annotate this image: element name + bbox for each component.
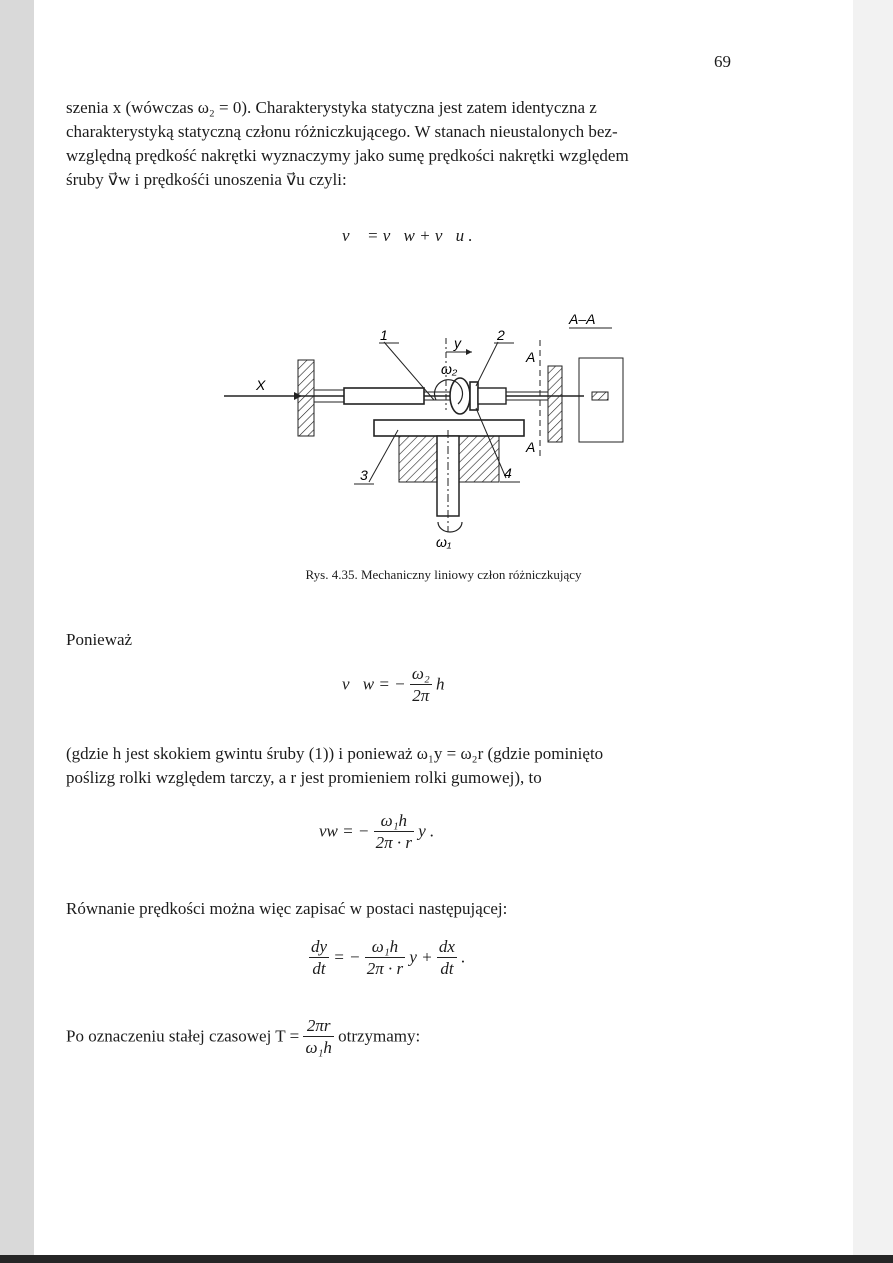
label-section-title: A–A — [569, 311, 596, 327]
eq4-equals: = − — [333, 947, 361, 967]
label-section-a-bottom: A — [526, 439, 536, 455]
paragraph-1-line-2: charakterystyką statyczną członu różniczkującego. W stanach nieustalonych bez- — [66, 122, 618, 141]
eq2-rhs: h — [435, 674, 445, 694]
paragraph-1 — [66, 96, 729, 192]
equation-velocity-sum: v⃗ = v⃗w + v⃗u . — [342, 226, 473, 245]
paragraph-2 — [66, 742, 729, 790]
figure-caption: Rys. 4.35. Mechaniczny liniowy człon różniczkujący — [305, 567, 582, 582]
section-a-a-view — [579, 358, 623, 442]
leader-3 — [369, 430, 398, 482]
eq4-denominator-2: dt — [440, 959, 454, 978]
label-1: 1 — [380, 327, 388, 343]
omega1-arrow — [438, 522, 462, 532]
scan-bottom-edge — [0, 1255, 893, 1263]
paragraph-1-line-4: śruby v⃗w i prędkośći unoszenia v⃗u czyli: — [66, 170, 347, 189]
paragraph-1-line-3: względną prędkość nakrętki wyznaczymy jako sumę prędkości nakrętki względem — [66, 146, 629, 165]
time-constant-numerator: 2πr — [303, 1016, 333, 1037]
label-section-a-top: A — [526, 349, 536, 365]
label-4: 4 — [504, 465, 512, 481]
paragraph-1-line-1: szenia x (wówczas ω₂ = 0). Charakterystyka statyczna jest zatem identyczna z — [66, 98, 597, 117]
text-poniewaz: Ponieważ — [66, 630, 133, 649]
book-page — [34, 0, 853, 1255]
eq4-fraction-2 — [437, 937, 457, 980]
eq3-rhs: y . — [418, 821, 435, 841]
lead-screw — [224, 388, 584, 404]
eq2-denominator: 2π — [412, 686, 430, 705]
eq4-numerator-2: dx — [438, 937, 455, 956]
eq4-end: . — [461, 947, 466, 967]
equation-vw — [342, 664, 444, 707]
scan-right-edge — [852, 0, 893, 1263]
eq3-numerator: ω₁h — [374, 811, 414, 832]
equation-vw-scalar — [319, 811, 434, 854]
eq4-lhs-denominator: dt — [312, 959, 326, 978]
paragraph-2-line-2: poślizg rolki względem tarczy, a r jest promieniem rolki gumowej), to — [66, 768, 542, 787]
eq4-fraction — [365, 937, 405, 980]
eq2-numerator: ω₂ — [411, 664, 430, 683]
left-bearing — [298, 360, 314, 436]
mechanism-figure — [214, 300, 634, 550]
last-line-before: Po oznaczeniu stałej czasowej T = — [66, 1026, 300, 1046]
leader-2 — [476, 342, 498, 386]
eq4-lhs-numerator: dy — [311, 937, 328, 956]
eq2-fraction — [410, 664, 432, 707]
time-constant-denominator: ω₁h — [305, 1038, 332, 1057]
time-constant-fraction — [303, 1016, 333, 1059]
label-2: 2 — [497, 327, 505, 343]
page-number: 69 — [714, 52, 731, 71]
eq4-numerator: ω₁h — [365, 937, 405, 958]
equation-velocity-differential — [309, 937, 465, 980]
label-omega2: ω₂ — [441, 361, 458, 377]
text-rownanie: Równanie prędkości można więc zapisać w postaci następującej: — [66, 899, 508, 918]
eq4-denominator: 2π · r — [366, 959, 404, 978]
eq3-denominator: 2π · r — [375, 833, 412, 852]
right-bearing — [548, 366, 562, 442]
eq4-lhs-fraction — [309, 937, 329, 980]
friction-disk — [374, 420, 524, 532]
eq2-lhs: v⃗w = − — [342, 674, 406, 694]
label-omega1: ω₁ — [436, 534, 452, 550]
scan-left-edge — [0, 0, 34, 1263]
eq4-plus: y + — [409, 947, 433, 967]
label-x: X — [256, 377, 266, 393]
label-3: 3 — [360, 467, 368, 483]
eq3-lhs: vw = − — [319, 821, 370, 841]
paragraph-2-line-1: (gdzie h jest skokiem gwintu śruby (1)) i ponieważ ω₁y = ω₂r (gdzie pominięto — [66, 744, 604, 763]
last-line-after: otrzymamy: — [338, 1026, 421, 1046]
last-line — [66, 1016, 420, 1059]
label-y: y — [454, 335, 461, 351]
eq3-fraction — [374, 811, 414, 854]
